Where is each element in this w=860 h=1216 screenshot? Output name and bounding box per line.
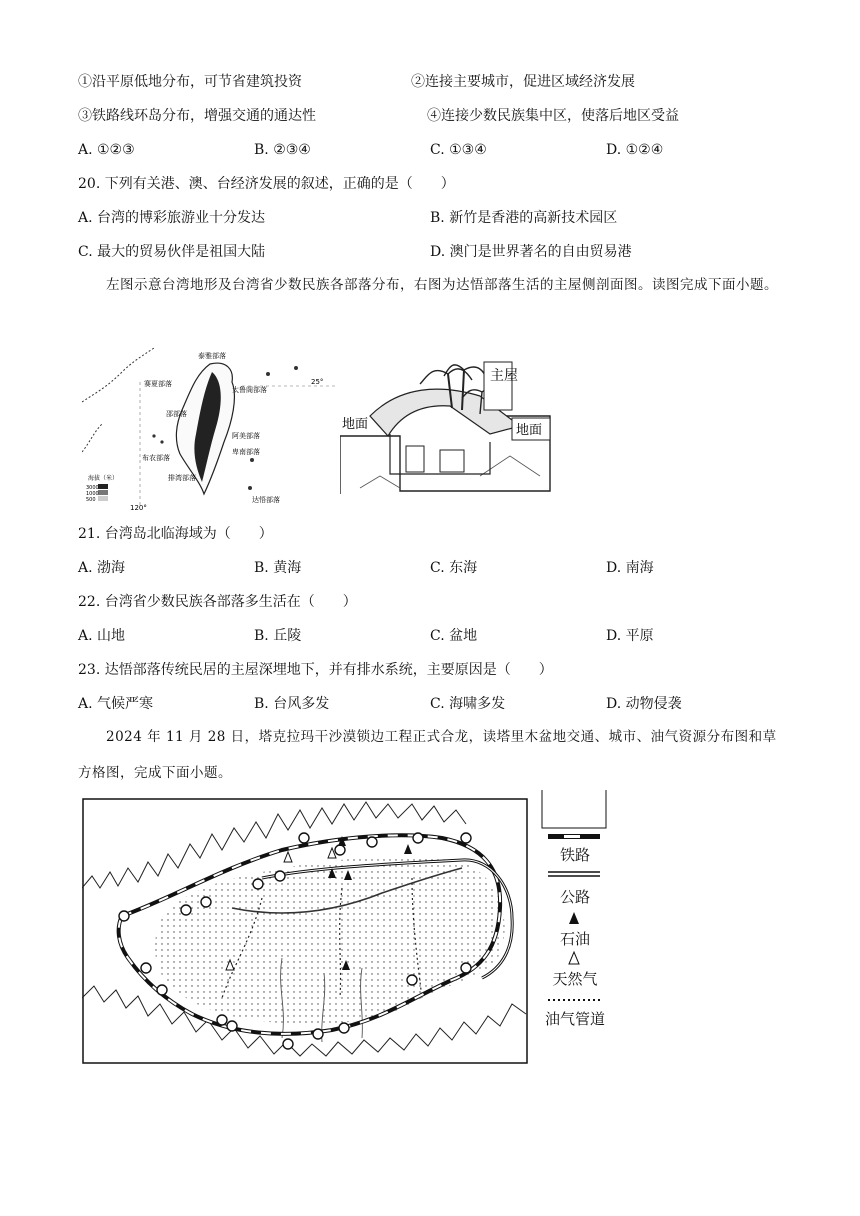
tribe-label: 邵部落 <box>166 410 187 418</box>
tribe-label: 太鲁阁部落 <box>232 386 267 394</box>
tribe-label: 卑南部落 <box>232 448 260 456</box>
tribe-label: 布农部落 <box>142 454 170 462</box>
q22-option-d[interactable]: D. 平原 <box>606 628 654 644</box>
legend-title: 海拔（米） <box>88 475 119 482</box>
q22-stem: 22. 台湾省少数民族各部落多生活在（ ） <box>78 594 357 610</box>
legend-highway: 公路 <box>559 888 590 906</box>
q23-option-b[interactable]: B. 台风多发 <box>254 696 330 712</box>
main-house-label: 主屋 <box>490 368 518 384</box>
q19-option-b[interactable]: B. ②③④ <box>254 142 311 158</box>
q20-option-a[interactable]: A. 台湾的博彩旅游业十分发达 <box>78 210 266 226</box>
q21-option-a[interactable]: A. 渤海 <box>78 560 126 576</box>
q23-option-a[interactable]: A. 气候严寒 <box>78 696 154 712</box>
ground-label-left: 地面 <box>342 417 369 432</box>
tribe-label: 泰雅部落 <box>198 352 226 360</box>
q21-option-c[interactable]: C. 东海 <box>430 560 478 576</box>
q21-stem: 21. 台湾岛北临海域为（ ） <box>78 526 273 542</box>
q22-option-a[interactable]: A. 山地 <box>78 628 126 644</box>
q20-option-b[interactable]: B. 新竹是香港的高新技术园区 <box>430 210 618 226</box>
intro-taiwan: 左图示意台湾地形及台湾省少数民族各部落分布，右图为达悟部落生活的主屋侧剖面图。读图完成下面小题。 <box>106 277 778 293</box>
q19-item-2: ②连接主要城市，促进区域经济发展 <box>411 74 635 90</box>
tribe-label: 排湾部落 <box>168 474 196 482</box>
q21-option-b[interactable]: B. 黄海 <box>254 560 302 576</box>
tribe-label: 阿美部落 <box>232 432 260 440</box>
q21-option-d[interactable]: D. 南海 <box>606 560 654 576</box>
intro-tarim: 2024 年 11 月 28 日，塔克拉玛干沙漠锁边工程正式合龙，读塔里木盆地交通、城市、油气资源分布图和草方格图，完成下面小题。 <box>78 729 777 781</box>
taiwan-tribes-map <box>82 342 338 512</box>
legend-railway: 铁路 <box>559 846 590 864</box>
legend-value: 500 <box>86 497 96 503</box>
q19-item-1: ①沿平原低地分布，可节省建筑投资 <box>78 74 302 90</box>
q20-stem: 20. 下列有关港、澳、台经济发展的叙述，正确的是（ ） <box>78 176 455 192</box>
q23-option-d[interactable]: D. 动物侵袭 <box>606 696 682 712</box>
legend-oil: 石油 <box>559 930 590 948</box>
q23-option-c[interactable]: C. 海啸多发 <box>430 696 506 712</box>
q22-option-b[interactable]: B. 丘陵 <box>254 628 302 644</box>
tribe-label: 达悟部落 <box>252 496 280 504</box>
legend-value: 1000 <box>86 491 99 497</box>
tribe-label: 赛夏部落 <box>144 380 172 388</box>
legend-pipeline: 油气管道 <box>544 1010 605 1028</box>
ground-label-right: 地面 <box>516 423 543 438</box>
q22-option-c[interactable]: C. 盆地 <box>430 628 478 644</box>
q19-item-4: ④连接少数民族集中区，使落后地区受益 <box>427 108 679 124</box>
q20-option-d[interactable]: D. 澳门是世界著名的自由贸易港 <box>430 244 632 260</box>
lat-label: 25° <box>311 378 324 386</box>
q19-option-c[interactable]: C. ①③④ <box>430 142 487 158</box>
q23-stem: 23. 达悟部落传统民居的主屋深埋地下，并有排水系统，主要原因是（ ） <box>78 662 553 678</box>
legend-value: 3000 <box>86 485 99 491</box>
q20-option-c[interactable]: C. 最大的贸易伙伴是祖国大陆 <box>78 244 266 260</box>
q19-option-d[interactable]: D. ①②④ <box>606 142 664 158</box>
main-house-section <box>340 356 552 498</box>
legend-gas: 天然气 <box>552 970 598 988</box>
tarim-basin-map <box>82 798 528 1066</box>
lon-label: 120° <box>130 504 147 512</box>
map-legend <box>540 790 610 1030</box>
q19-item-3: ③铁路线环岛分布，增强交通的通达性 <box>78 108 316 124</box>
q19-option-a[interactable]: A. ①②③ <box>78 142 135 158</box>
